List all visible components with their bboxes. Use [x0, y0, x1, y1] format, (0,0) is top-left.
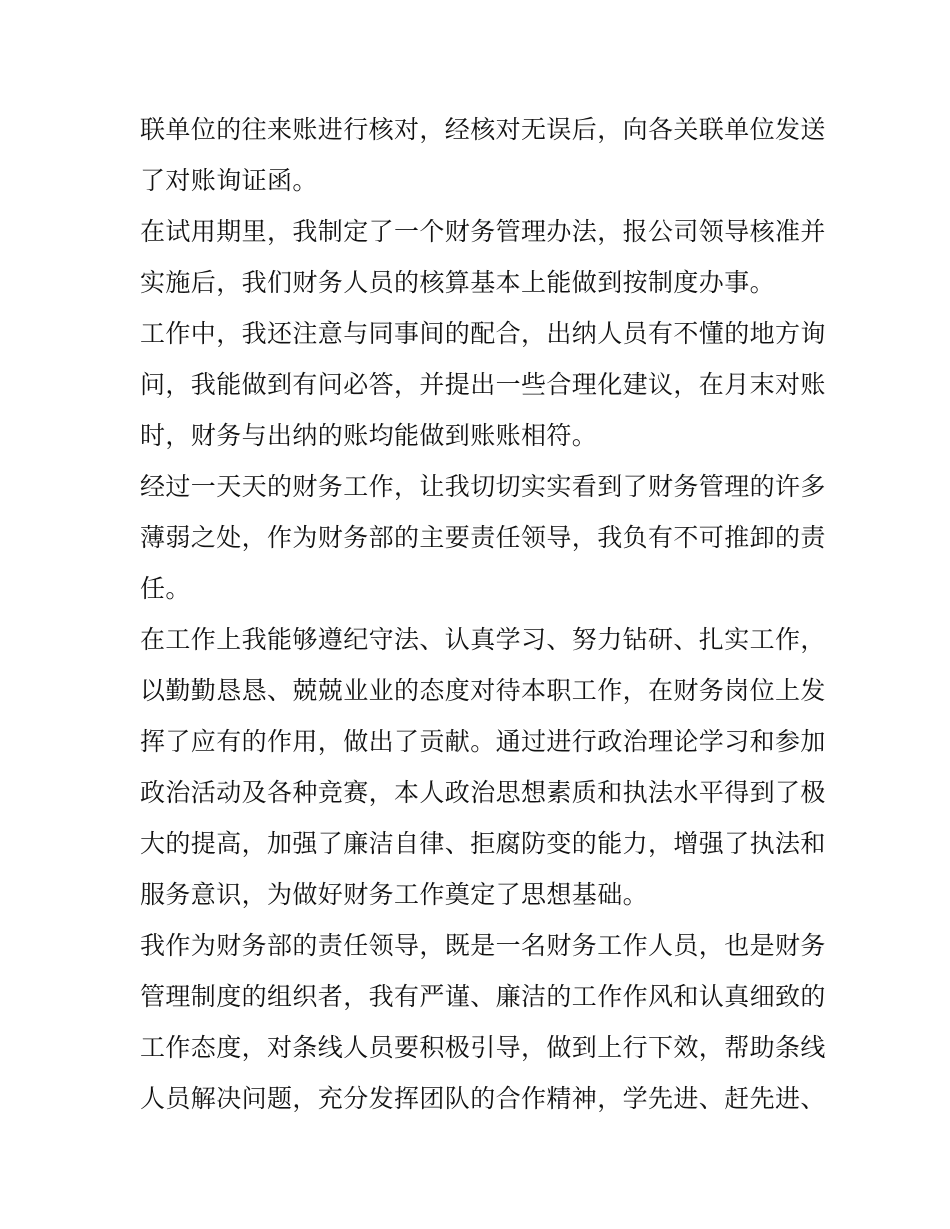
- text-line: 薄弱之处，作为财务部的主要责任领导，我负有不可推卸的责: [140, 523, 826, 552]
- text-line: 我作为财务部的责任领导，既是一名财务工作人员，也是财务: [140, 931, 826, 960]
- text-line: 经过一天天的财务工作，让我切切实实看到了财务管理的许多: [140, 472, 826, 501]
- text-line: 时，财务与出纳的账均能做到账账相符。: [140, 421, 598, 450]
- text-line: 管理制度的组织者，我有严谨、廉洁的工作作风和认真细致的: [140, 982, 826, 1011]
- text-line: 在试用期里，我制定了一个财务管理办法，报公司领导核准并: [140, 217, 826, 246]
- text-line: 大的提高，加强了廉洁自律、拒腐防变的能力，增强了执法和: [140, 829, 826, 858]
- document-body: [140, 104, 826, 1124]
- text-line: 政治活动及各种竞赛，本人政治思想素质和执法水平得到了极: [140, 778, 826, 807]
- text-line: 在工作上我能够遵纪守法、认真学习、努力钻研、扎实工作，: [140, 625, 826, 654]
- text-line: 问，我能做到有问必答，并提出一些合理化建议，在月末对账: [140, 370, 826, 399]
- text-line: 挥了应有的作用，做出了贡献。通过进行政治理论学习和参加: [140, 727, 826, 756]
- text-line: 任。: [140, 574, 191, 603]
- text-line: 联单位的往来账进行核对，经核对无误后，向各关联单位发送: [140, 115, 826, 144]
- text-line: 工作中，我还注意与同事间的配合，出纳人员有不懂的地方询: [140, 319, 826, 348]
- text-line: 服务意识，为做好财务工作奠定了思想基础。: [140, 880, 649, 909]
- text-line: 工作态度，对条线人员要积极引导，做到上行下效，帮助条线: [140, 1033, 826, 1062]
- text-line: 以勤勤恳恳、兢兢业业的态度对待本职工作，在财务岗位上发: [140, 676, 826, 705]
- text-line: 实施后，我们财务人员的核算基本上能做到按制度办事。: [140, 268, 776, 297]
- text-line: 了对账询证函。: [140, 166, 318, 195]
- text-line: 人员解决问题，充分发挥团队的合作精神，学先进、赶先进、: [140, 1084, 826, 1113]
